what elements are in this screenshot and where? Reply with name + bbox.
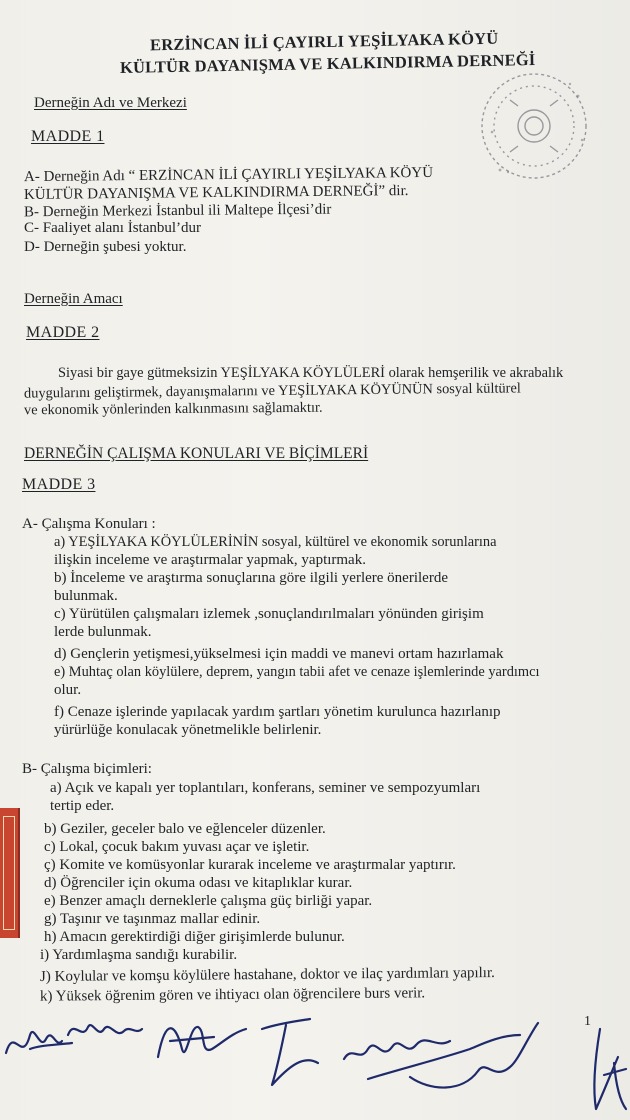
work-method-item: k) Yüksek öğrenim gören ve ihtiyacı olan öğrencilere burs verir. bbox=[39, 985, 426, 1005]
section-3-heading: DERNEĞİN ÇALIŞMA KONULARI VE BİÇİMLERİ bbox=[24, 445, 369, 462]
section-2-heading: Derneğin Amacı bbox=[24, 291, 123, 307]
work-method-item: e) Benzer amaçlı derneklerle çalışma güç birliği yapar. bbox=[44, 893, 373, 909]
work-subject-item: lerde bulunmak. bbox=[54, 624, 152, 640]
section-2-line: Siyasi bir gaye gütmeksizin YEŞİLYAKA KÖYLÜLERİ olarak hemşerilik ve akrabalık bbox=[58, 365, 564, 381]
section-2-line: duygularını geliştirmek, dayanışmalarını ve YEŞİLYAKA KÖYÜNÜN sosyal kültürel bbox=[23, 380, 521, 402]
work-method-item: b) Geziler, geceler balo ve eğlenceler düzenler. bbox=[44, 821, 326, 837]
signatures bbox=[0, 1005, 630, 1120]
section-1-line: A- Derneğin Adı “ ERZİNCAN İLİ ÇAYIRLI YEŞİLYAKA KÖYÜ bbox=[23, 164, 434, 186]
section-1-line: KÜLTÜR DAYANIŞMA VE KALKINDIRMA DERNEĞİ” dir. bbox=[23, 182, 409, 204]
signature bbox=[410, 1023, 538, 1088]
work-method-item: ç) Komite ve komüsyonlar kurarak inceleme ve araştırmalar yaptırır. bbox=[44, 857, 456, 873]
section-1-heading: Derneğin Adı ve Merkezi bbox=[34, 95, 187, 111]
work-method-item: J) Koylular ve komşu köylülere hastahane, doktor ve ilaç yardımları yapılır. bbox=[39, 965, 495, 985]
work-methods-title: B- Çalışma biçimleri: bbox=[22, 761, 152, 777]
association-stamp bbox=[470, 60, 600, 190]
section-2-line: ve ekonomik yönlerinden kalkınmasını sağlamaktır. bbox=[23, 399, 323, 419]
signature bbox=[68, 1025, 142, 1035]
work-subject-item: yürürlüğe konulacak yönetmelikle belirlenir. bbox=[54, 722, 322, 738]
signature bbox=[344, 1035, 520, 1079]
work-subject-item: a) YEŞİLYAKA KÖYLÜLERİNİN sosyal, kültürel ve ekonomik sorunlarına bbox=[54, 534, 497, 550]
folded-paper-edge bbox=[0, 808, 20, 938]
section-1-line: D- Derneğin şubesi yoktur. bbox=[24, 239, 187, 255]
work-method-item: h) Amacın gerektirdiği diğer girişimlerde bulunur. bbox=[44, 929, 345, 945]
work-method-item: tertip eder. bbox=[50, 798, 115, 814]
section-1-line: B- Derneğin Merkezi İstanbul ili Maltepe İlçesi’dir bbox=[23, 201, 332, 221]
work-method-item: i) Yardımlaşma sandığı kurabilir. bbox=[40, 947, 238, 963]
document-title-line-2: KÜLTÜR DAYANIŞMA VE KALKINDIRMA DERNEĞİ bbox=[119, 50, 536, 77]
signature bbox=[262, 1019, 318, 1085]
work-subject-item: d) Gençlerin yetişmesi,yükselmesi için maddi ve manevi ortam hazırlamak bbox=[54, 646, 504, 662]
work-subject-item: bulunmak. bbox=[54, 588, 118, 604]
signature bbox=[594, 1029, 626, 1109]
document-title-line-1: ERZİNCAN İLİ ÇAYIRLI YEŞİLYAKA KÖYÜ bbox=[149, 28, 499, 55]
madde-2-label: MADDE 2 bbox=[26, 324, 100, 341]
madde-1-label: MADDE 1 bbox=[31, 128, 105, 145]
work-method-item: d) Öğrenciler için okuma odası ve kitaplıklar kurar. bbox=[44, 875, 353, 891]
work-subject-item: f) Cenaze işlerinde yapılacak yardım şartları yönetim kurulunca hazırlanıp bbox=[54, 704, 501, 720]
section-1-line: C- Faaliyet alanı İstanbul’dur bbox=[24, 220, 202, 236]
madde-3-label: MADDE 3 bbox=[22, 476, 96, 493]
work-subject-item: ilişkin inceleme ve araştırmalar yapmak, yaptırmak. bbox=[54, 552, 366, 568]
work-subjects-title: A- Çalışma Konuları : bbox=[22, 516, 156, 532]
work-subject-item: b) İnceleme ve araştırma sonuçlarına göre ilgili yerlere önerilerde bbox=[54, 570, 448, 586]
work-method-item: g) Taşınır ve taşınmaz mallar edinir. bbox=[44, 911, 261, 927]
work-subject-item: olur. bbox=[54, 682, 82, 698]
signature bbox=[6, 1032, 72, 1053]
work-method-item: a) Açık ve kapalı yer toplantıları, konferans, seminer ve sempozyumları bbox=[50, 780, 481, 796]
work-subject-item: e) Muhtaç olan köylülere, deprem, yangın tabii afet ve cenaze işlemlerinde yardımcı bbox=[54, 664, 540, 680]
work-method-item: c) Lokal, çocuk bakım yuvası açar ve işletir. bbox=[44, 839, 310, 855]
page-number: 1 bbox=[584, 1014, 591, 1029]
signature bbox=[158, 1027, 246, 1057]
work-subject-item: c) Yürütülen çalışmaları izlemek ,sonuçlandırılmaları yönünden girişim bbox=[54, 606, 484, 622]
